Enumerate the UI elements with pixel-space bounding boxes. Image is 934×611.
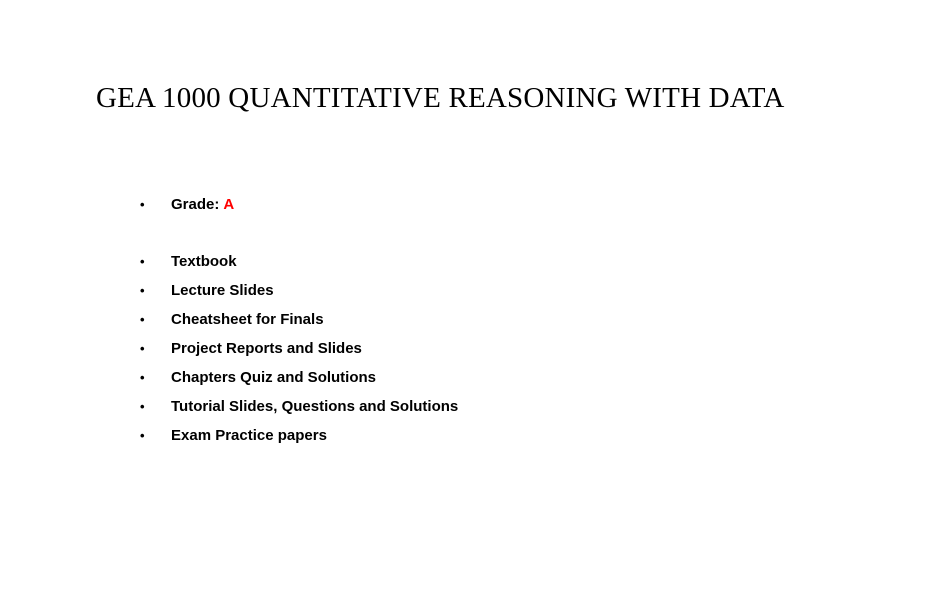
list-item-label: Tutorial Slides, Questions and Solutions — [171, 398, 459, 415]
list-item — [140, 334, 840, 363]
grade-line — [171, 190, 234, 219]
list-item-label: Chapters Quiz and Solutions — [171, 369, 377, 386]
bullet-point-icon: • — [140, 254, 145, 269]
list-item — [140, 392, 840, 421]
list-item-label: Lecture Slides — [171, 282, 274, 299]
list-item-grade — [140, 190, 840, 219]
bullet-point-icon: • — [140, 370, 145, 385]
page-title: GEA 1000 QUANTITATIVE REASONING WITH DATA — [96, 82, 785, 114]
grade-label: Grade: — [171, 196, 220, 213]
bullet-point-icon: • — [140, 341, 145, 356]
grade-value: A — [223, 196, 235, 213]
list-item-label: Cheatsheet for Finals — [171, 311, 324, 328]
list-item — [140, 421, 840, 450]
list-item-label: Project Reports and Slides — [171, 340, 362, 357]
list-item — [140, 276, 840, 305]
list-item-label: Exam Practice papers — [171, 427, 327, 444]
list-item — [140, 247, 840, 276]
bullet-list — [140, 190, 840, 450]
bullet-point-icon: • — [140, 312, 145, 327]
bullet-point-icon: • — [140, 283, 145, 298]
bullet-point-icon: • — [140, 399, 145, 414]
list-item — [140, 305, 840, 334]
list-item — [140, 363, 840, 392]
bullet-point-icon: • — [140, 428, 145, 443]
list-item-label: Textbook — [171, 253, 237, 270]
bullet-point-icon: • — [140, 197, 145, 212]
